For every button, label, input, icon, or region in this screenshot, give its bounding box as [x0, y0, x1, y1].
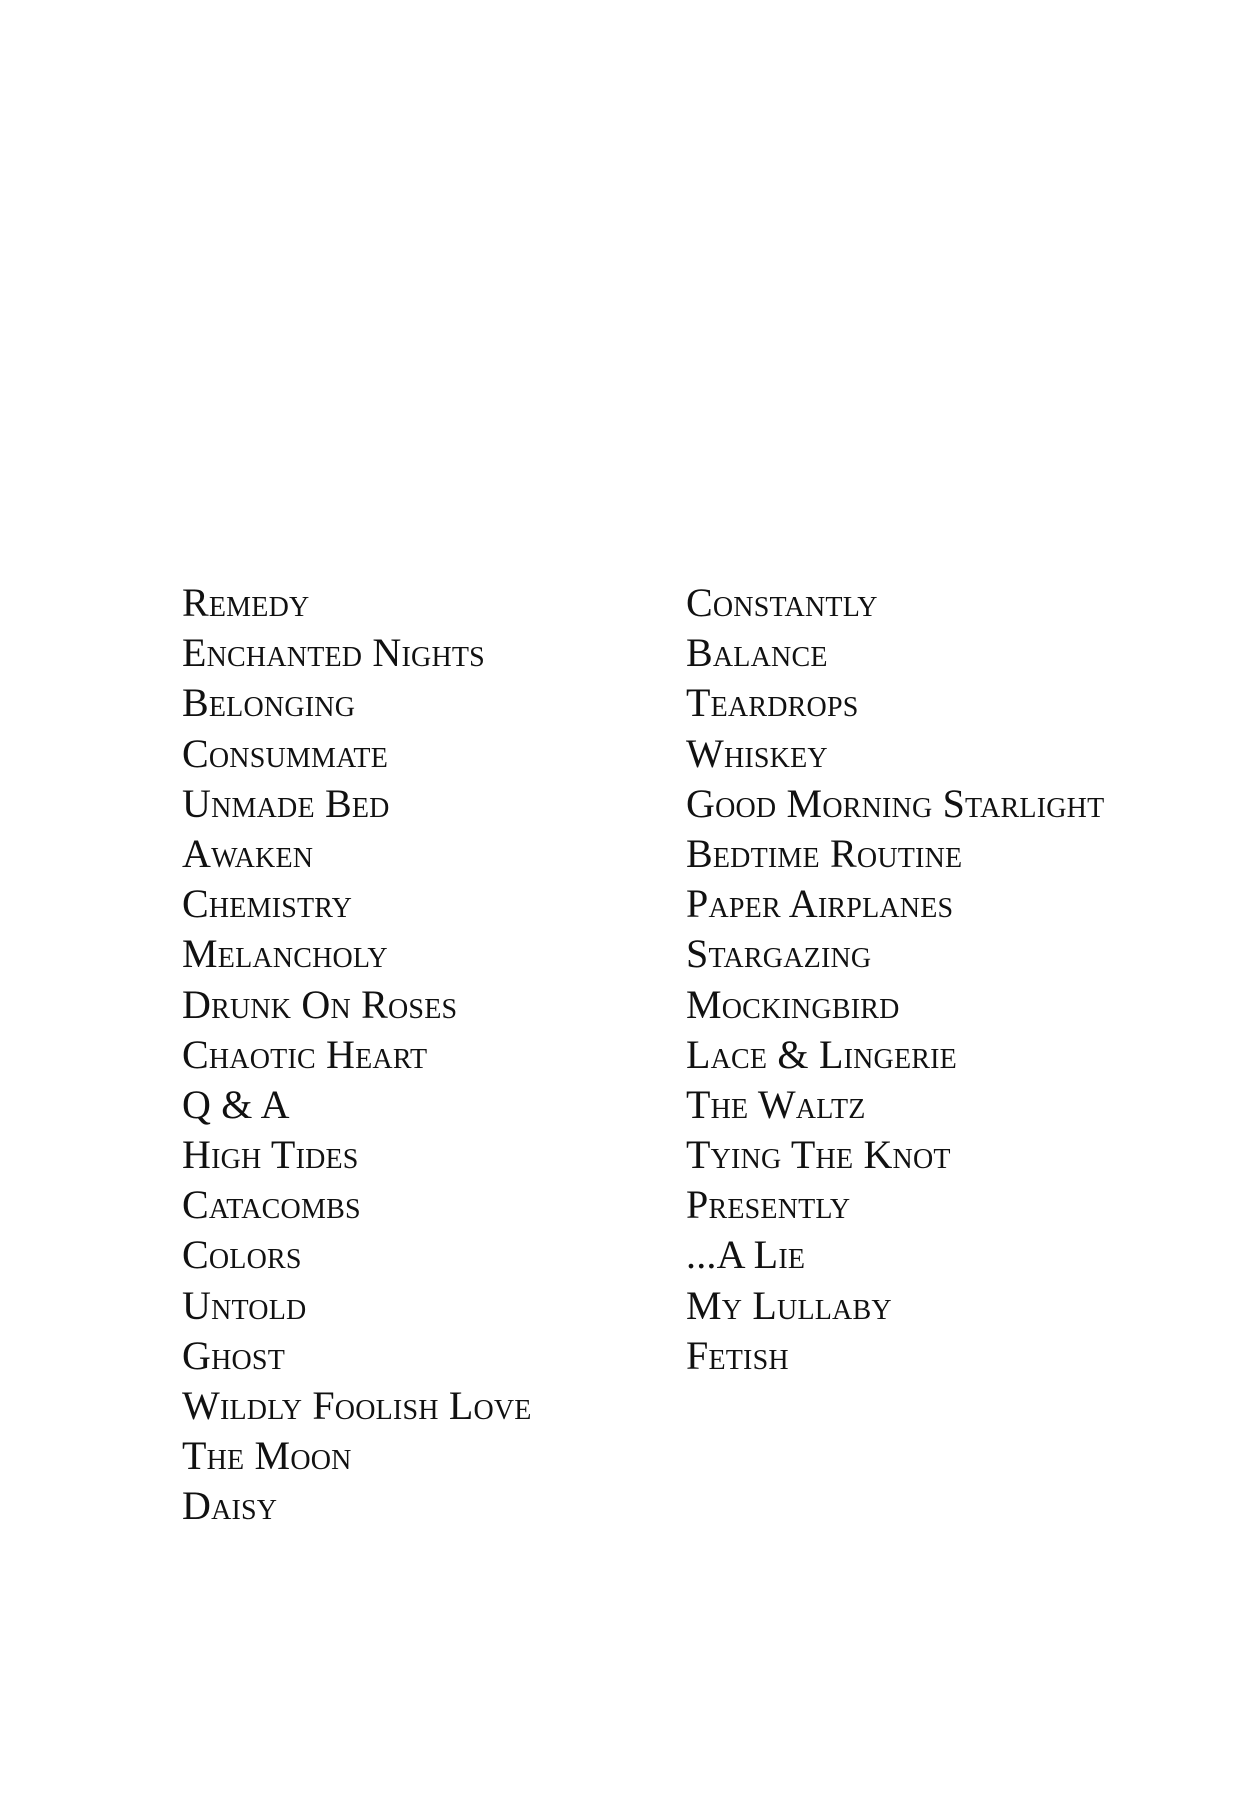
list-item: Wildly Foolish Love [182, 1383, 532, 1428]
list-item: Awaken [182, 830, 314, 876]
list-item: Paper Airplanes [686, 881, 954, 927]
list-item: ...A Lie [686, 1232, 806, 1278]
list-item: Chaotic Heart [182, 1031, 428, 1077]
list-item: High Tides [182, 1132, 359, 1178]
list-item: Consummate [182, 730, 389, 776]
list-item: Belonging [182, 680, 356, 726]
list-item: Remedy [182, 580, 310, 625]
list-item: Q & A [182, 1081, 290, 1127]
list-item: Lace & Lingerie [686, 1031, 957, 1077]
list-item: Good Morning Starlight [686, 780, 1105, 826]
list-item: Teardrops [686, 680, 859, 726]
list-item: The Moon [182, 1433, 352, 1479]
list-item: Melancholy [182, 931, 388, 977]
list-item: Chemistry [182, 881, 353, 927]
list-item: Ghost [182, 1332, 286, 1378]
list-item: Mockingbird [686, 981, 900, 1027]
list-item: My Lullaby [686, 1282, 892, 1328]
list-item: Colors [182, 1232, 302, 1278]
list-item: The Waltz [686, 1081, 866, 1127]
list-item: Whiskey [686, 730, 828, 776]
list-item: Catacombs [182, 1182, 361, 1228]
title-list-left-column [182, 578, 532, 1532]
list-item: Presently [686, 1182, 851, 1228]
title-list-right-column [686, 578, 1104, 1381]
list-item: Drunk On Roses [182, 981, 458, 1027]
list-item: Constantly [686, 580, 878, 625]
list-item: Fetish [686, 1332, 789, 1378]
list-item: Untold [182, 1282, 307, 1328]
list-item: Stargazing [686, 931, 872, 977]
list-item: Daisy [182, 1483, 278, 1529]
list-item: Balance [686, 630, 828, 676]
list-item: Enchanted Nights [182, 630, 485, 676]
list-item: Tying The Knot [686, 1132, 951, 1178]
list-item: Bedtime Routine [686, 830, 963, 876]
list-item: Unmade Bed [182, 780, 390, 826]
